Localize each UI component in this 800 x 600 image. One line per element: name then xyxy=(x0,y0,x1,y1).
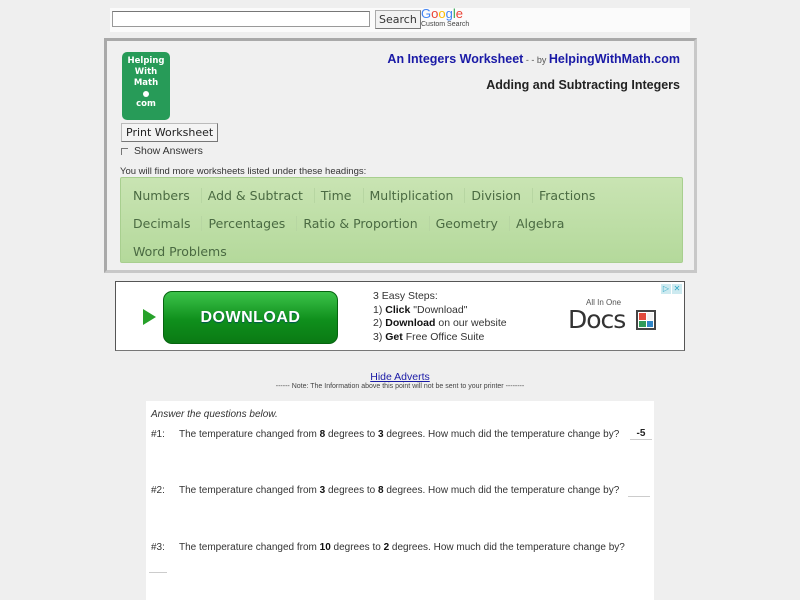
ad-step-3: 3) Get Free Office Suite xyxy=(373,330,485,343)
category-time[interactable]: Time xyxy=(315,188,364,203)
question-number: #2: xyxy=(151,485,165,496)
answer-field-3[interactable] xyxy=(149,561,167,573)
category-division[interactable]: Division xyxy=(465,188,533,203)
play-arrow-icon xyxy=(143,309,156,325)
answer-field-1[interactable]: -5 xyxy=(630,428,652,440)
worksheet-instructions: Answer the questions below. xyxy=(151,409,278,420)
question-text: The temperature changed from 8 degrees to 3 degrees. How much did the temperature change by? xyxy=(179,429,620,440)
category-ratio-proportion[interactable]: Ratio & Proportion xyxy=(297,216,429,231)
brand-small-text: All In One xyxy=(586,298,622,307)
show-answers-checkbox[interactable] xyxy=(121,148,128,155)
print-worksheet-button[interactable]: Print Worksheet xyxy=(121,123,218,142)
worksheet-header-panel xyxy=(104,38,697,273)
category-nav xyxy=(120,177,683,263)
ad-steps-title: 3 Easy Steps: xyxy=(373,290,438,302)
hide-adverts-container xyxy=(0,371,800,383)
brand-big-text: Docs xyxy=(568,305,626,334)
category-row xyxy=(127,237,682,265)
page-title-link[interactable] xyxy=(387,52,680,66)
worksheet-subtitle: Adding and Subtracting Integers xyxy=(486,78,680,92)
category-geometry[interactable]: Geometry xyxy=(430,216,510,231)
logo-text: Math xyxy=(133,78,159,88)
allinone-docs-logo xyxy=(568,298,660,338)
by-text: - - by xyxy=(523,55,549,65)
docs-grid-icon xyxy=(636,310,656,330)
page-title: An Integers Worksheet xyxy=(387,52,524,66)
search-button[interactable]: Search xyxy=(375,10,421,29)
google-logo: Google xyxy=(421,6,463,21)
advertisement[interactable] xyxy=(115,281,685,351)
site-name: HelpingWithMath.com xyxy=(548,52,680,66)
headings-intro-text: You will find more worksheets listed under these headings: xyxy=(120,166,367,177)
logo-dot-icon xyxy=(143,91,149,97)
custom-search-label: Custom Search xyxy=(421,21,470,28)
close-icon[interactable]: ✕ xyxy=(673,284,681,293)
ad-download-button[interactable]: DOWNLOAD xyxy=(163,291,338,344)
question-text: The temperature changed from 10 degrees to 2 degrees. How much did the temperature change by? xyxy=(179,542,625,553)
category-multiplication[interactable]: Multiplication xyxy=(364,188,466,203)
hide-adverts-link[interactable]: Hide Adverts xyxy=(370,371,430,383)
category-fractions[interactable]: Fractions xyxy=(538,187,596,203)
category-algebra[interactable]: Algebra xyxy=(515,215,565,231)
category-decimals[interactable]: Decimals xyxy=(127,216,202,231)
logo-text: With xyxy=(134,67,158,77)
logo-text: Helping xyxy=(127,56,165,66)
search-bar xyxy=(110,8,690,32)
category-add-subtract[interactable]: Add & Subtract xyxy=(202,188,315,203)
category-row xyxy=(127,181,682,209)
category-row xyxy=(127,209,682,237)
category-numbers[interactable]: Numbers xyxy=(127,188,202,203)
answer-field-2[interactable] xyxy=(628,485,650,497)
question-text: The temperature changed from 3 degrees to 8 degrees. How much did the temperature change by? xyxy=(179,485,620,496)
category-percentages[interactable]: Percentages xyxy=(202,216,297,231)
show-answers-toggle[interactable] xyxy=(121,145,203,157)
show-answers-label: Show Answers xyxy=(134,145,203,157)
question-number: #1: xyxy=(151,429,165,440)
helpingwithmath-logo[interactable] xyxy=(122,52,170,120)
question-number: #3: xyxy=(151,542,165,553)
search-input[interactable] xyxy=(112,11,370,27)
ad-choices xyxy=(661,284,682,294)
logo-text: com xyxy=(136,99,156,109)
printer-note: ------ Note: The Information above this point will not be sent to your printer -------- xyxy=(275,383,525,390)
worksheet xyxy=(146,401,654,600)
ad-step-2: 2) Download on our website xyxy=(373,317,507,329)
ad-steps xyxy=(373,290,507,344)
adchoices-icon[interactable]: ▷ xyxy=(662,284,670,293)
ad-step-1: 1) Click "Download" xyxy=(373,303,468,316)
category-word-problems[interactable]: Word Problems xyxy=(133,243,227,259)
